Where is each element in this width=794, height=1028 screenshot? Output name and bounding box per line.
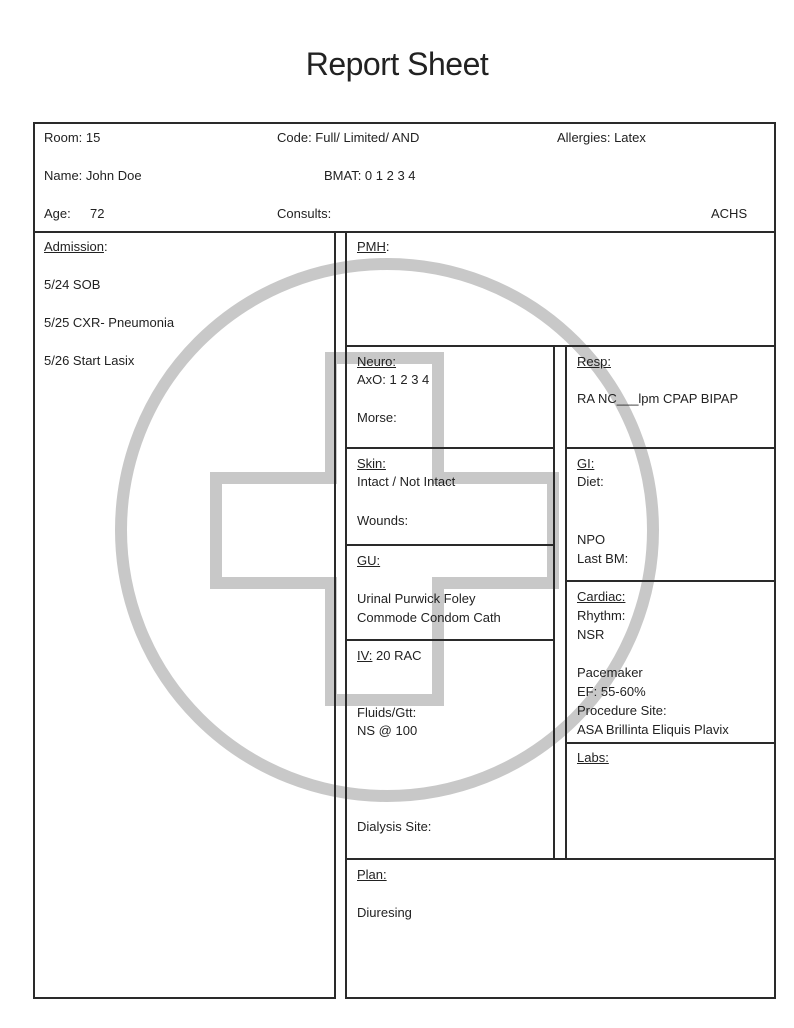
bmat-field: BMAT: 0 1 2 3 4 [324, 168, 416, 183]
consults-field: Consults: [277, 206, 332, 221]
iv-dialysis-site: Dialysis Site: [357, 819, 432, 834]
gu-options-line1: Urinal Purwick Foley [357, 591, 476, 606]
cardiac-ef: EF: 55-60% [577, 684, 646, 699]
skin-wounds: Wounds: [357, 513, 409, 528]
plan-heading: Plan: [357, 867, 387, 882]
cardiac-meds: ASA Brillinta Eliquis Plavix [577, 722, 729, 737]
achs-field: ACHS [711, 206, 748, 221]
gu-heading: GU: [357, 553, 381, 568]
admission-heading-label: Admission [44, 239, 104, 254]
divider [345, 639, 555, 641]
admission-entry: 5/25 CXR- Pneumonia [44, 315, 175, 330]
age-value: 72 [90, 206, 105, 221]
neuro-axo: AxO: 1 2 3 4 [357, 372, 430, 387]
admission-heading-colon: : [103, 239, 108, 254]
iv-heading [357, 648, 422, 664]
labs-heading: Labs: [577, 750, 609, 765]
iv-fluids-value: NS @ 100 [357, 723, 418, 738]
room-field: Room: 15 [44, 130, 101, 145]
divider [345, 345, 776, 347]
skin-heading: Skin: [357, 456, 386, 471]
resp-heading: Resp: [577, 354, 611, 369]
page-title: Report Sheet [305, 46, 489, 82]
cardiac-procedure-site: Procedure Site: [577, 703, 667, 718]
cardiac-rhythm-value: NSR [577, 627, 605, 642]
divider [345, 447, 555, 449]
divider [345, 544, 555, 546]
cardiac-heading: Cardiac: [577, 589, 626, 604]
divider [345, 858, 776, 860]
pmh-heading [357, 239, 390, 255]
admission-heading [44, 239, 108, 255]
gi-heading: GI: [577, 456, 595, 471]
neuro-heading: Neuro: [357, 354, 397, 369]
resp-options: RA NC___lpm CPAP BIPAP [577, 391, 739, 406]
allergies-field: Allergies: Latex [557, 130, 646, 145]
gi-last-bm: Last BM: [577, 551, 629, 566]
divider [565, 580, 776, 582]
cardiac-pacemaker: Pacemaker [577, 665, 643, 680]
admission-entry: 5/24 SOB [44, 277, 101, 292]
pmh-heading-label: PMH [357, 239, 386, 254]
cardiac-rhythm: Rhythm: [577, 608, 626, 623]
skin-status: Intact / Not Intact [357, 474, 456, 489]
pmh-heading-colon: : [385, 239, 390, 254]
gu-options-line2: Commode Condom Cath [357, 610, 501, 625]
name-field: Name: John Doe [44, 168, 142, 183]
admission-entry: 5/26 Start Lasix [44, 353, 135, 368]
gi-diet: Diet: [577, 474, 604, 489]
gi-npo: NPO [577, 532, 606, 547]
age-label: Age: [44, 206, 71, 221]
neuro-morse: Morse: [357, 410, 397, 425]
divider [565, 447, 776, 449]
divider [565, 345, 567, 860]
divider [565, 742, 776, 744]
iv-heading-label: IV: [357, 648, 373, 663]
divider [553, 345, 555, 860]
iv-fluids: Fluids/Gtt: [357, 705, 417, 720]
iv-value: 20 RAC [372, 648, 422, 663]
plan-value: Diuresing [357, 905, 412, 920]
code-field: Code: Full/ Limited/ AND [277, 130, 420, 145]
admission-section [33, 231, 336, 999]
